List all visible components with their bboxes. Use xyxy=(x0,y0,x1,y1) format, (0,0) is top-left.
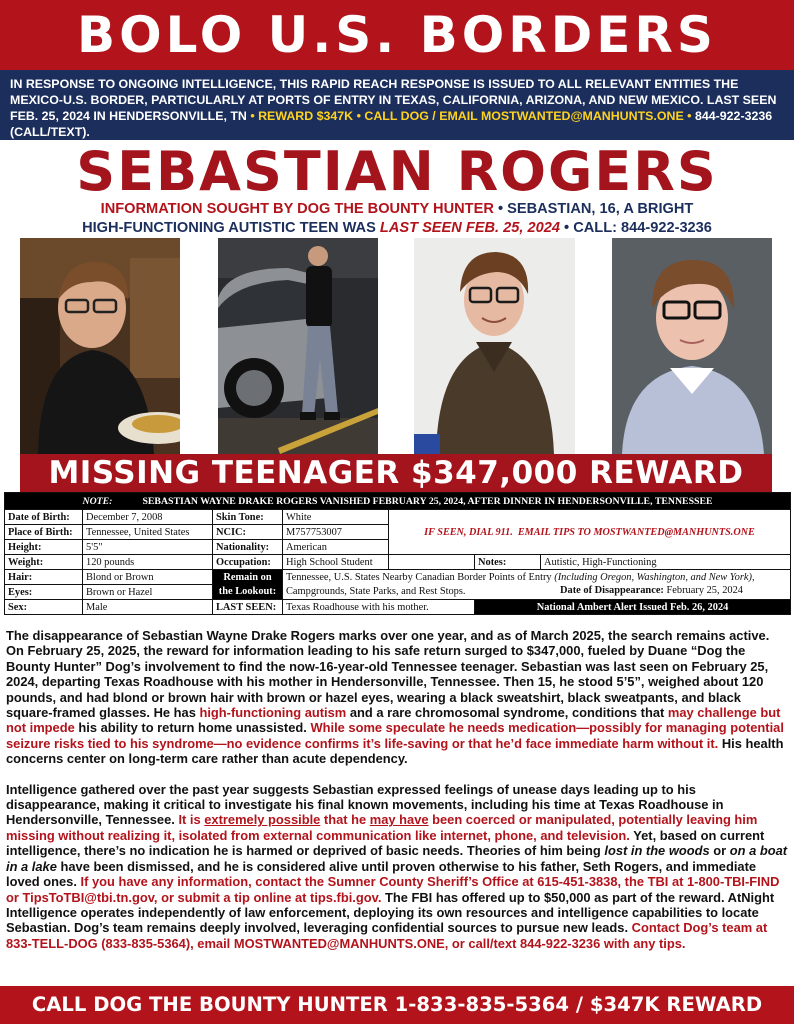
dob-value: December 7, 2008 xyxy=(83,510,213,525)
reward-banner: MISSING TEENAGER $347,000 REWARD xyxy=(20,454,772,492)
dob-label: Date of Birth: xyxy=(5,510,83,525)
eyes-label: Eyes: xyxy=(5,585,83,600)
amber-alert-note: National Ambert Alert Issued Feb. 26, 2024 xyxy=(475,600,791,615)
lookout-label: Remain on the Lookout: xyxy=(213,570,283,600)
intel-reward: REWARD $347K xyxy=(258,109,354,123)
summary-paragraph-2: Intelligence gathered over the past year suggests Sebastian expressed feelings of unease days leading up to his disappearance, making it critical to investigate his final known movements, including his time at Texas Roadhouse in Hendersonville, Tennessee. It is extremely possible that he may have been coerced or manipulated, potentially leaving him missing without realizing it, isolated from external communication like internet, phone, and television. Yet, based on current intelligence, there’s no indication he is harmed or deprived of basic needs. Theories of him being lost in the woods or on a boat in a lake have been dismissed, and he is considered alive until proven otherwise to his father, Seth Rogers, and immediate loved ones. If you have any information, contact the Sumner County Sheriff’s Office at 615-451-3838, the TBI at 1-800-TBI-FIND or TipsToTBI@tbi.tn.gov, or submit a tip online at tips.fbi.gov. The FBI has offered up to $50,000 as part of the reward. AtNight Intelligence operates independently of law enforcement, deploying its own resources and intelligence capabilities to locate Sebastian. Dog’s team remains deeply involved, leveraging confidential sources to pursue new leads. Contact Dog’s team at 833-TELL-DOG (833-835-5364), email MOSTWANTED@MANHUNTS.ONE, or call/text 844-922-3236 with any tips. xyxy=(6,781,788,951)
skin-label: Skin Tone: xyxy=(213,510,283,525)
nationality-value: American xyxy=(283,540,389,555)
photo-restaurant xyxy=(20,238,180,454)
subhead-description: HIGH-FUNCTIONING AUTISTIC TEEN WAS xyxy=(82,220,376,236)
weight-label: Weight: xyxy=(5,555,83,570)
case-summary xyxy=(6,628,790,966)
info-table xyxy=(4,492,791,615)
intel-contact: CALL DOG / EMAIL MOSTWANTED@MANHUNTS.ONE xyxy=(364,109,684,123)
subject-name: SEBASTIAN ROGERS xyxy=(76,140,718,203)
alert-dial: IF SEEN, DIAL 911. xyxy=(424,526,513,538)
subhead-dot: • xyxy=(497,201,504,217)
ncic-value: M757753007 xyxy=(283,525,389,540)
subhead-info-sought: INFORMATION SOUGHT BY DOG THE BOUNTY HUNTER xyxy=(100,201,494,217)
height-label: Height: xyxy=(5,540,83,555)
last-seen-label: LAST SEEN: xyxy=(213,600,283,615)
photo-parking-lot xyxy=(218,238,378,454)
sex-label: Sex: xyxy=(5,600,83,615)
pob-label: Place of Birth: xyxy=(5,525,83,540)
hair-label: Hair: xyxy=(5,570,83,585)
intel-phone: 844-922-3236 xyxy=(694,109,773,123)
note-row xyxy=(5,493,791,510)
sex-value: Male xyxy=(83,600,213,615)
disappearance-date: Date of Disappearance: February 25, 2024 xyxy=(560,585,743,596)
photo-strip xyxy=(0,238,794,456)
intel-text: IN RESPONSE TO ONGOING INTELLIGENCE, THIS RAPID REACH RESPONSE IS ISSUED TO ALL RELEVANT ENTITIES THE MEXICO-U.S. BORDER, PARTICULARLY AT PORTS OF ENTRY IN TEXAS, CALIFORNIA, ARIZONA, AND NEW MEXICO. LAST SEEN FEB. 25, 2024 IN HENDERSONVILLE, TN xyxy=(10,77,777,123)
intel-notice: IN RESPONSE TO ONGOING INTELLIGENCE, THIS RAPID REACH RESPONSE IS ISSUED TO ALL RELEVANT ENTITIES THE MEXICO-U.S. BORDER, PARTICULARLY AT PORTS OF ENTRY IN TEXAS, CALIFORNIA, ARIZONA, AND NEW MEXICO. LAST SEEN FEB. 25, 2024 IN HENDERSONVILLE, TN • REWARD $347K • CALL DOG / EMAIL MOSTWANTED@MANHUNTS.ONE • 844-922-3236 (CALL/TEXT). xyxy=(0,70,794,140)
lookout-text: Tennessee, U.S. States Nearby Canadian Border Points of Entry (Including Oregon, Washington, and New York), Campgrounds, State Parks, and Rest Stops. xyxy=(283,570,791,600)
subhead-age: SEBASTIAN, 16, A BRIGHT xyxy=(507,201,694,217)
note-label: NOTE: xyxy=(82,495,113,507)
occupation-value: High School Student xyxy=(283,555,389,570)
intel-phone-suffix: (CALL/TEXT). xyxy=(10,125,90,139)
photo-portrait-school xyxy=(612,238,772,454)
notes-value: Autistic, High-Functioning xyxy=(541,555,791,570)
skin-value: White xyxy=(283,510,389,525)
pob-value: Tennessee, United States xyxy=(83,525,213,540)
notes-label: Notes: xyxy=(475,555,541,570)
subhead-last-seen: LAST SEEN FEB. 25, 2024 xyxy=(379,220,560,236)
footer-banner: CALL DOG THE BOUNTY HUNTER 1-833-835-5364 / $347K REWARD xyxy=(0,986,794,1024)
alert-cell xyxy=(389,510,791,555)
photo-portrait-smiling xyxy=(414,238,575,454)
nationality-label: Nationality: xyxy=(213,540,283,555)
eyes-value: Brown or Hazel xyxy=(83,585,213,600)
subhead-call: CALL: 844-922-3236 xyxy=(573,220,712,236)
weight-value: 120 pounds xyxy=(83,555,213,570)
last-seen-value: Texas Roadhouse with his mother. xyxy=(283,600,475,615)
height-value: 5'5" xyxy=(83,540,213,555)
separator-dot: • xyxy=(250,109,255,123)
bolo-title: BOLO U.S. BORDERS xyxy=(0,0,794,70)
summary-paragraph-1: The disappearance of Sebastian Wayne Drake Rogers marks over one year, and as of March 2025, the search remains active. On February 25, 2025, the reward for information leading to his safe return surged to $347,000, fueled by Duane “Dog the Bounty Hunter” Dog’s involvement to find the now-16-year-old Tennessee teenager. Sebastian was last seen on February 25, 2024, departing Texas Roadhouse with his mother in Hendersonville, Tennessee. Then 15, he stood 5’5”, weighed about 120 pounds, and had blond or brown hair with brown or hazel eyes, wearing a black sweatshirt, black sweatpants, and black square-framed glasses. He has high-functioning autism and a rare chromosomal syndrome, conditions that may challenge but not impede his ability to return home unassisted. While some speculate he needs medication—possibly for managing potential seizure risks tied to his syndrome—no evidence confirms it’s life-saving or that he’d face immediate harm without it. His health concerns center on long-term care rather than acute dependency. xyxy=(6,628,784,767)
hair-value: Blond or Brown xyxy=(83,570,213,585)
alert-email: EMAIL TIPS TO MOSTWANTED@MANHUNTS.ONE xyxy=(517,526,755,538)
subject-subheading: INFORMATION SOUGHT BY DOG THE BOUNTY HUNTER • SEBASTIAN, 16, A BRIGHT HIGH-FUNCTIONING AUTISTIC TEEN WAS LAST SEEN FEB. 25, 2024 • CALL: 844-922-3236 xyxy=(82,201,712,236)
note-text: SEBASTIAN WAYNE DRAKE ROGERS VANISHED FEBRUARY 25, 2024, AFTER DINNER IN HENDERSONVILLE, TENNESSEE xyxy=(142,495,713,507)
ncic-label: NCIC: xyxy=(213,525,283,540)
occupation-label: Occupation: xyxy=(213,555,283,570)
